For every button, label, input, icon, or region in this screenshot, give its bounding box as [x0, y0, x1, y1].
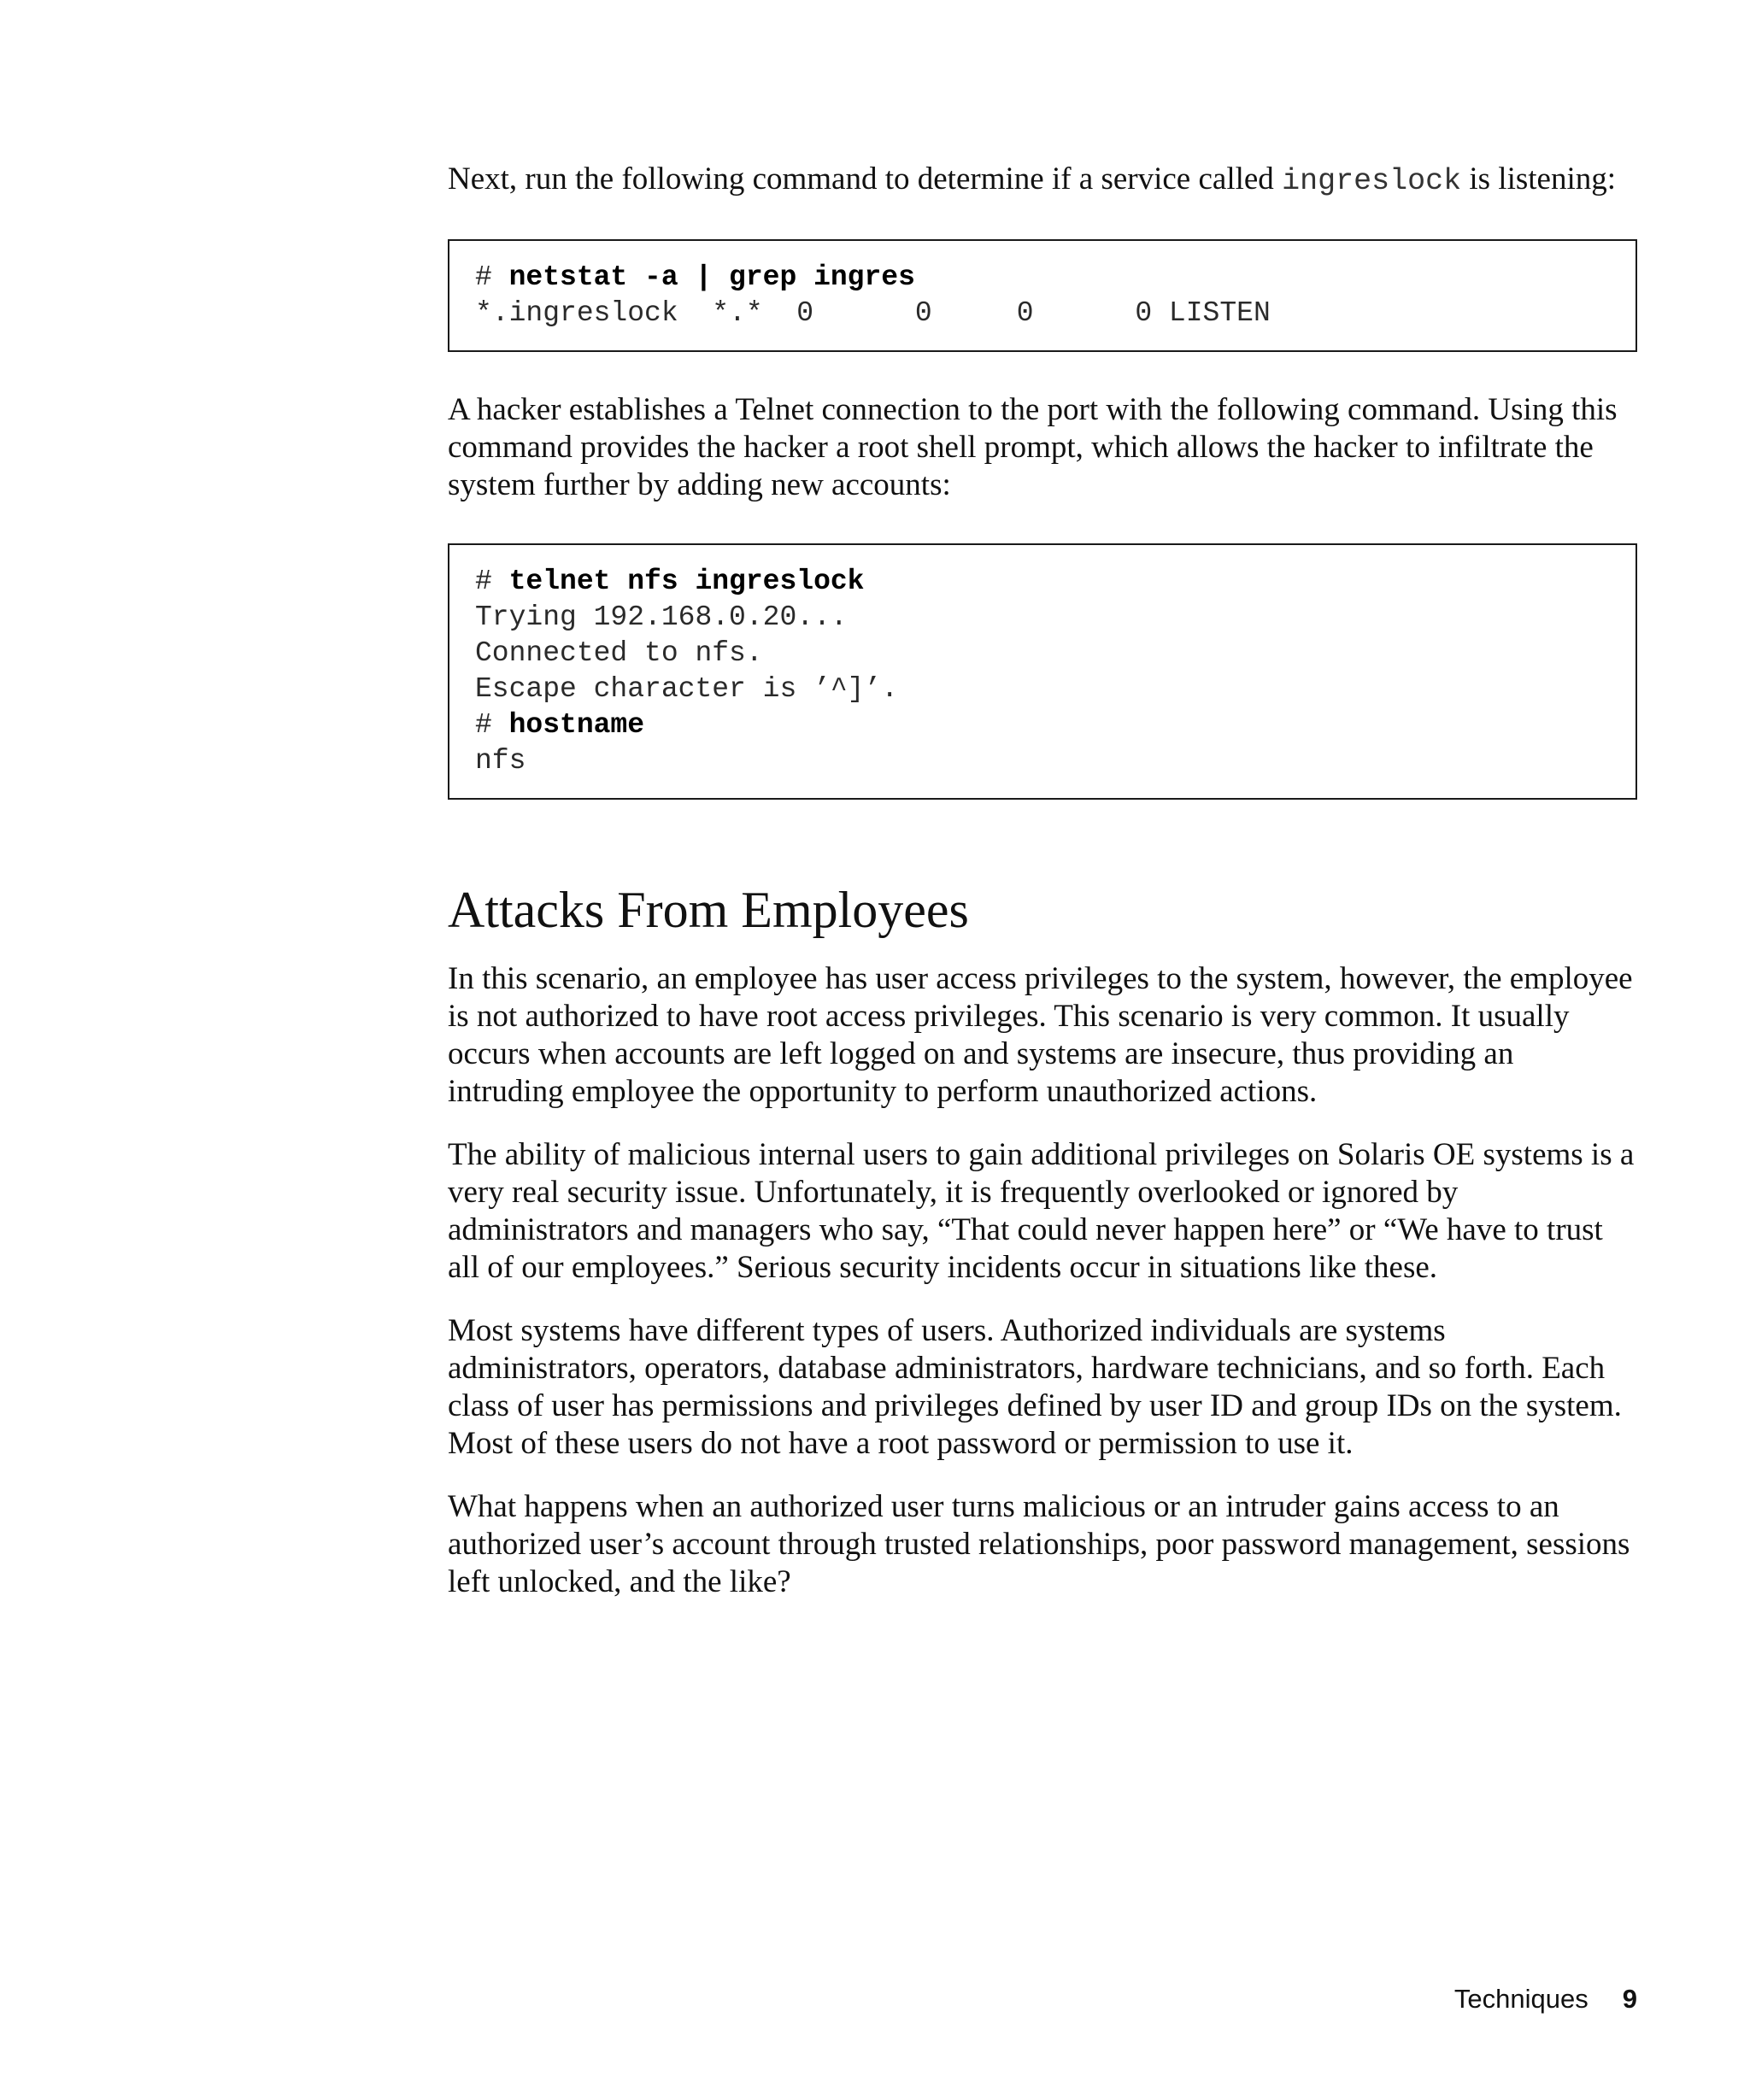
code-output-line: nfs	[475, 745, 526, 777]
section-heading: Attacks From Employees	[448, 882, 969, 938]
code-output-line: *.ingreslock *.* 0 0 0 0 LISTEN	[475, 297, 1271, 329]
shell-prompt: #	[475, 566, 509, 597]
body-paragraph: What happens when an authorized user turns malicious or an intruder gains access to an authorized user’s account through trusted relationships, poor password management, sessions left unlocked, and the like?	[448, 1489, 1630, 1599]
footer-section-title: Techniques	[1453, 1984, 1589, 2014]
intro-text-after: is listening:	[1461, 161, 1617, 197]
page-footer	[1454, 1984, 1637, 2015]
code-output-line: Trying 192.168.0.20...	[475, 601, 848, 633]
code-line	[475, 260, 1635, 296]
code-block-telnet	[448, 543, 1637, 800]
page-number: 9	[1622, 1984, 1637, 2014]
body-paragraph: The ability of malicious internal users to gain additional privileges on Solaris OE systems is a very real security issue. Unfortunately, it is frequently overlooked or ignored by administrators and managers who say, “That could never happen here” or “We have to trust all of our employees.” Serious security incidents occur in situations like these.	[448, 1137, 1635, 1285]
intro-paragraph	[448, 161, 1637, 200]
shell-prompt: #	[475, 261, 509, 293]
command-text: telnet nfs ingreslock	[508, 566, 865, 597]
code-line	[475, 564, 1635, 600]
command-text: netstat -a | grep ingres	[508, 261, 915, 293]
inline-code-ingreslock: ingreslock	[1282, 164, 1462, 198]
code-output-line: Connected to nfs.	[475, 637, 763, 669]
command-text: hostname	[508, 709, 645, 741]
body-paragraph: Most systems have different types of users. Authorized individuals are systems administrators, operators, database administrators, hardware technicians, and so forth. Each class of user has permissions and privileges defined by user ID and group IDs on the system. Most of these users do not have a root password or permission to use it.	[448, 1313, 1622, 1461]
telnet-paragraph: A hacker establishes a Telnet connection to the port with the following command. Using this command provides the hacker a root shell prompt, which allows the hacker to infiltrate the system further by adding new accounts:	[448, 392, 1618, 502]
body-paragraph: In this scenario, an employee has user access privileges to the system, however, the employee is not authorized to have root access privileges. This scenario is very common. It usually occurs when accounts are left logged on and systems are insecure, thus providing an intruding employee the opportunity to perform unauthorized actions.	[448, 961, 1633, 1109]
code-output-line: Escape character is ’^]’.	[475, 673, 899, 705]
intro-text-before: Next, run the following command to determine if a service called	[448, 161, 1283, 197]
code-block-netstat	[448, 239, 1637, 352]
page-content	[448, 161, 1637, 1601]
code-line	[475, 707, 1635, 743]
shell-prompt: #	[475, 709, 509, 741]
